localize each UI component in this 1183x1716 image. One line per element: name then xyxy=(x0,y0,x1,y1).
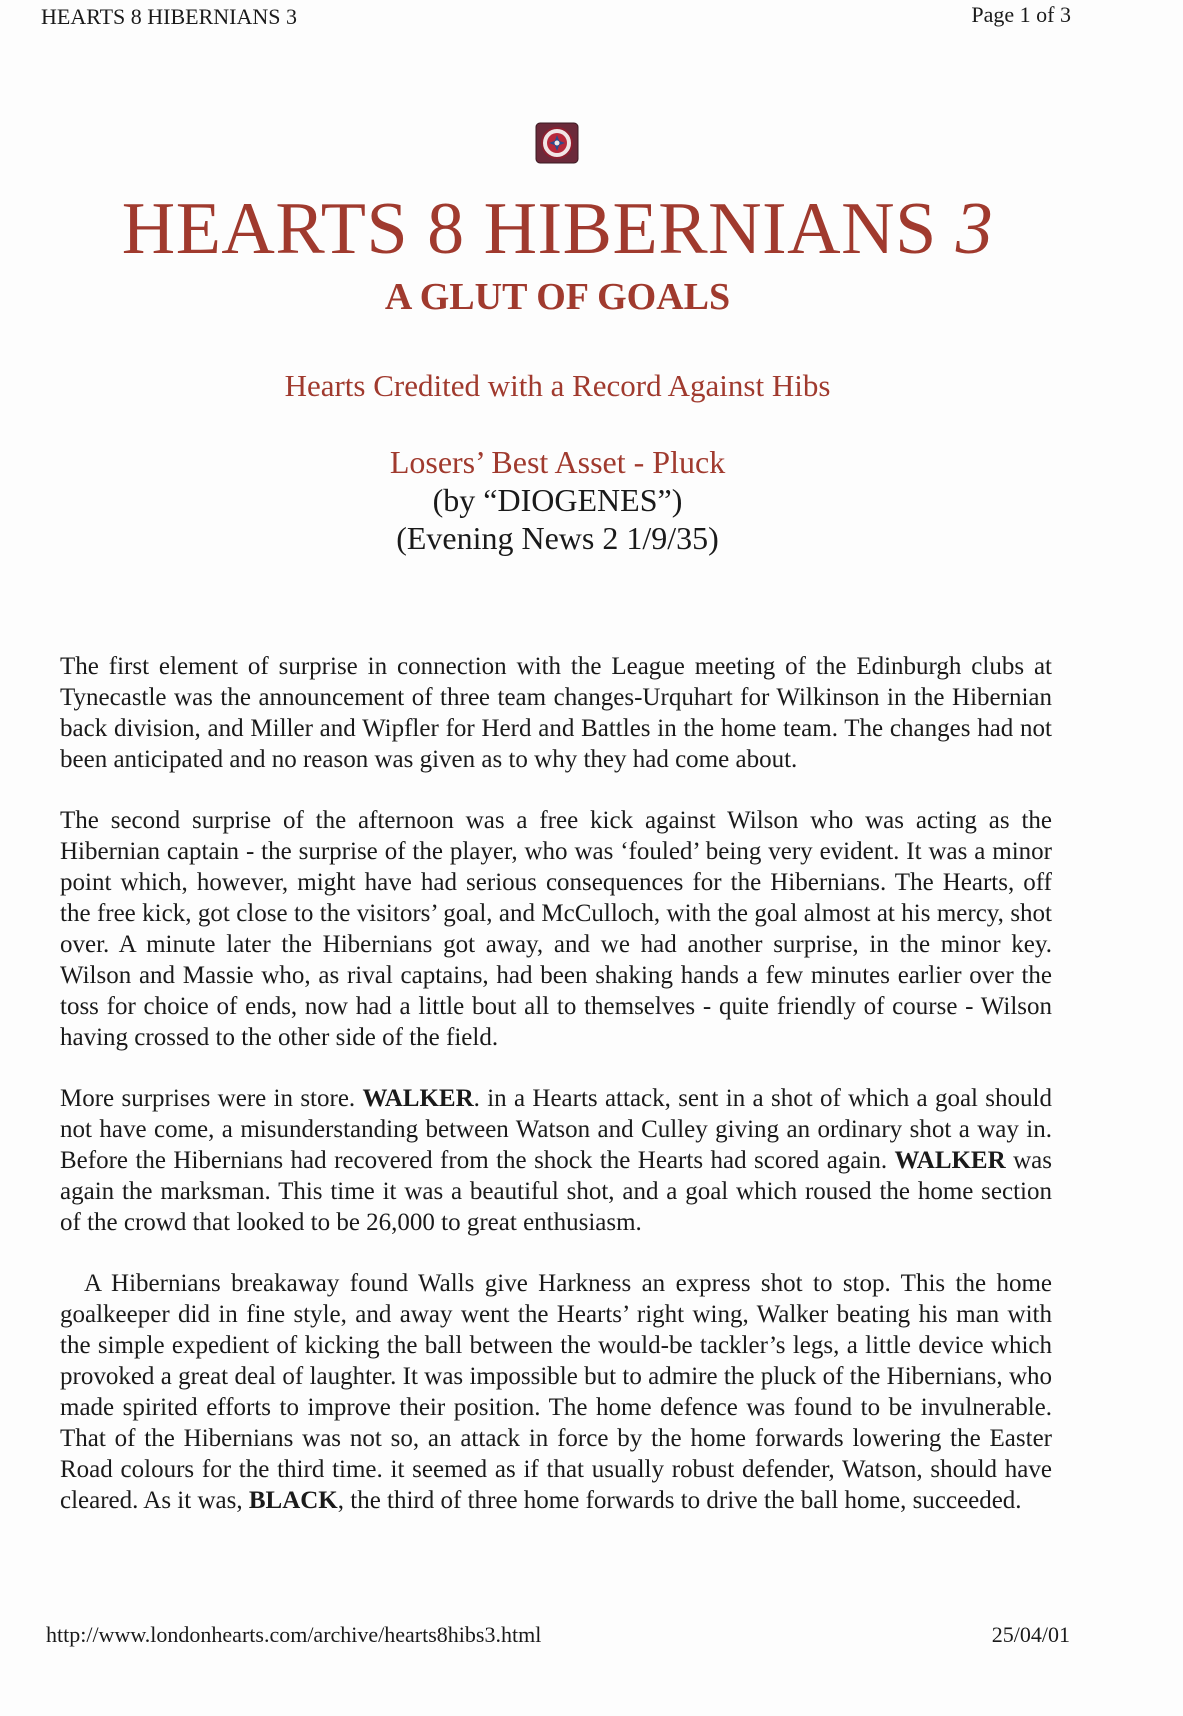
deck-line-1: Hearts Credited with a Record Against Hibs xyxy=(284,368,831,403)
running-title: HEARTS 8 HIBERNIANS 3 xyxy=(41,4,297,29)
article-body xyxy=(60,651,1052,1546)
byline: (by “DIOGENES”) xyxy=(432,482,683,518)
paragraph-3-text-c: . in a Hearts attack, sent in a shot of which a goal should not have come, a misunderstanding between Watson and Culley giving an ordinary shot a way in. Before the Hibernians had recovered from the shock the Hearts had scored again. xyxy=(60,1085,1052,1174)
paragraph-1: The first element of surprise in connection with the League meeting of the Edinburgh clubs at Tynecastle was the announcement of three team changes-Urquhart for Wilkinson in the Hibernian back division, and Miller and Wipfler for Herd and Battles in the home team. The changes had not been anticipated and no reason was given as to why they had come about. xyxy=(60,653,1052,773)
paragraph-2: The second surprise of the afternoon was a free kick against Wilson who was acting as the Hibernian captain - the surprise of the player, who was ‘fouled’ being very evident. It was a minor point which, however, might have had serious consequences for the Hibernians. The Hearts, off the free kick, got close to the visitors’ goal, and McCulloch, with the goal almost at his mercy, shot over. A minute later the Hibernians got away, and we had another surprise, in the minor key. Wilson and Massie who, as rival captains, had been shaking hands a few minutes earlier over the toss for choice of ends, now had a little bout all to themselves - quite friendly of course - Wilson having crossed to the other side of the field. xyxy=(60,807,1052,1051)
scorer-name: BLACK xyxy=(248,1487,338,1514)
page-number: Page 1 of 3 xyxy=(971,2,1071,27)
scorer-name: WALKER xyxy=(362,1085,474,1112)
hearts-crest-icon xyxy=(535,122,579,164)
deck-line-2: Losers’ Best Asset - Pluck xyxy=(389,444,726,480)
paragraph-3-text-e: was again the marksman. This time it was a beautiful shot, and a goal which roused the home section of the crowd that looked to be 26,000 to great enthusiasm. xyxy=(60,1147,1052,1236)
headline xyxy=(0,188,1115,270)
paragraph-3 xyxy=(60,1083,1052,1238)
paragraph-3-text-a: More surprises were in store. xyxy=(60,1085,363,1112)
headline-score: 3 xyxy=(955,188,994,270)
scorer-name: WALKER xyxy=(894,1147,1006,1174)
print-date: 25/04/01 xyxy=(991,1622,1070,1647)
paragraph-4-text-a: A Hibernians breakaway found Walls give Harkness an express shot to stop. This the home goalkeeper did in fine style, and away went the Hearts’ right wing, Walker beating his man with the simple expedient of kicking the ball between the would-be tackler’s legs, a little device which provoked a great deal of laughter. It was impossible but to admire the pluck of the Hibernians, who made spirited efforts to improve their position. The home defence was found to be invulnerable. That of the Hibernians was not so, an attack in force by the home forwards lowering the Easter Road colours for the third time. it seemed as if that usually robust defender, Watson, should have cleared. As it was, xyxy=(60,1270,1052,1514)
source-url: http://www.londonhearts.com/archive/hearts8hibs3.html xyxy=(46,1622,542,1647)
source-citation: (Evening News 2 1/9/35) xyxy=(396,520,719,556)
subheadline: A GLUT OF GOALS xyxy=(384,276,731,318)
paragraph-4 xyxy=(60,1268,1052,1516)
headline-main: HEARTS 8 HIBERNIANS xyxy=(121,188,937,270)
paragraph-4-text-c: , the third of three home forwards to drive the ball home, succeeded. xyxy=(337,1487,1022,1514)
